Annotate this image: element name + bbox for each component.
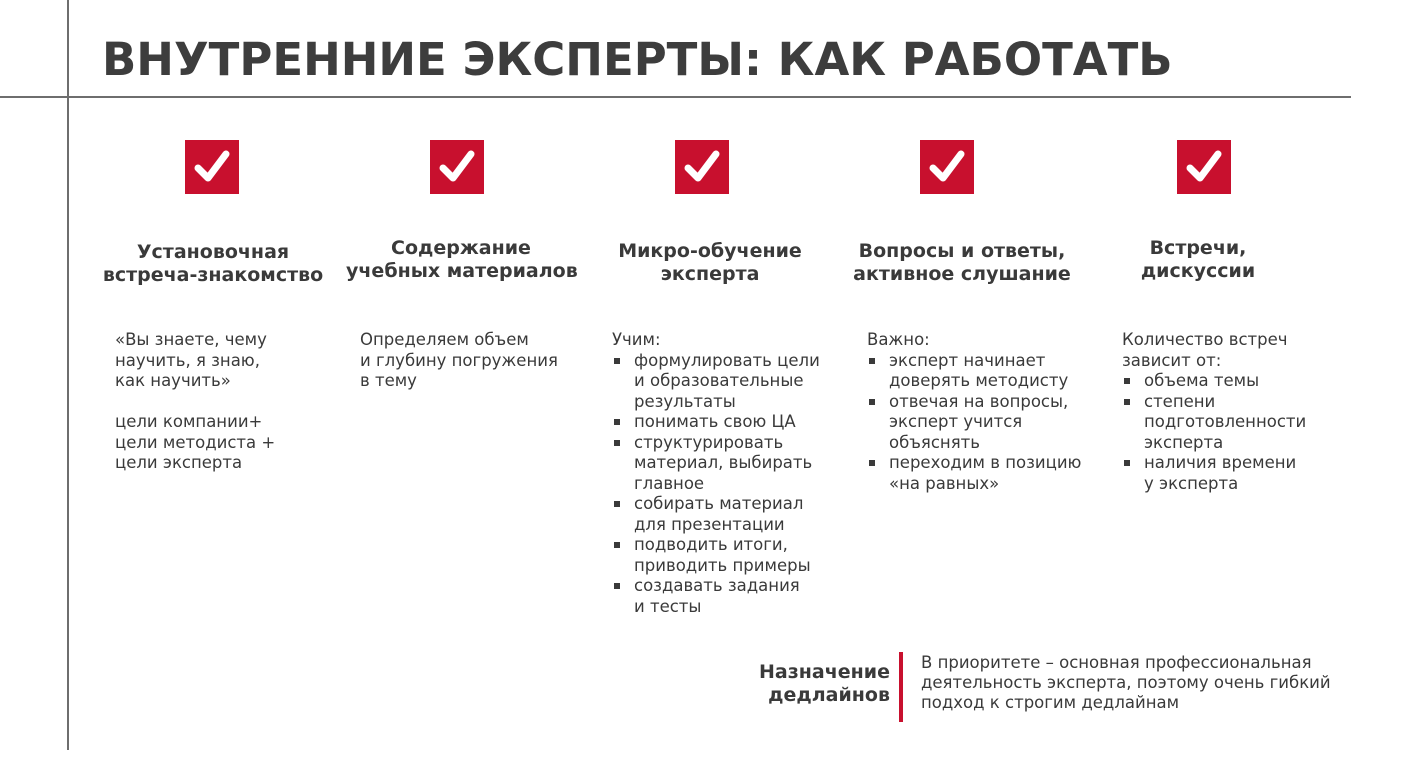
- list-item: эксперт начинает доверять методисту: [867, 351, 1081, 392]
- list-item: подводить итоги, приводить примеры: [612, 535, 820, 576]
- list-item: степени подготовленности эксперта: [1122, 392, 1306, 454]
- bullet-list: [1122, 371, 1306, 494]
- checkmark-icon: [920, 140, 974, 194]
- list-item: структурировать материал, выбирать главное: [612, 433, 820, 495]
- column-body-meetings: Количество встреч зависит от: объема темы степени подготовленности эксперта наличия времени у эксперта: [1122, 330, 1307, 493]
- list-item: наличия времени у эксперта: [1122, 453, 1306, 494]
- list-item: формулировать цели и образовательные результаты: [612, 351, 820, 413]
- bullet-list: [867, 351, 1081, 495]
- bullet-list: [612, 351, 820, 618]
- column-body-intro-meeting: «Вы знаете, чему научить, я знаю, как научить» цели компании+ цели методиста + цели эксперта: [115, 330, 276, 472]
- list-item: переходим в позицию «на равных»: [867, 453, 1081, 494]
- list-item: собирать материал для презентации: [612, 494, 820, 535]
- deadline-label: Назначение дедлайнов: [759, 661, 890, 706]
- column-heading-materials: Содержание учебных материалов: [346, 237, 578, 282]
- column-body-micro-learning: Учим: формулировать цели и образовательные результаты понимать свою ЦА структурировать материал, выбирать главное собирать материал для презентации подводить итоги, приводить примеры создавать задания и тесты: [612, 330, 820, 616]
- checkmark-icon: [675, 140, 729, 194]
- page-title: ВНУТРЕННИЕ ЭКСПЕРТЫ: КАК РАБОТАТЬ: [102, 33, 1173, 86]
- checkmark-icon: [185, 140, 239, 194]
- column-heading-meetings: Встречи, дискуссии: [1140, 237, 1256, 282]
- column-heading-qa: Вопросы и ответы, активное слушание: [853, 240, 1071, 285]
- list-item: создавать задания и тесты: [612, 576, 820, 617]
- column-heading-intro-meeting: Установочная встреча-знакомство: [102, 241, 324, 286]
- list-item: объема темы: [1122, 371, 1306, 392]
- list-item: понимать свою ЦА: [612, 412, 820, 433]
- column-body-materials: Определяем объем и глубину погружения в тему: [360, 330, 558, 390]
- column-heading-micro-learning: Микро-обучение эксперта: [618, 240, 802, 285]
- title-underline: [0, 96, 1351, 98]
- checkmark-icon: [1177, 140, 1231, 194]
- accent-bar: [899, 652, 903, 722]
- checkmark-icon: [430, 140, 484, 194]
- column-body-qa: Важно: эксперт начинает доверять методисту отвечая на вопросы, эксперт учится объяснять переходим в позицию «на равных»: [867, 330, 1082, 493]
- list-item: отвечая на вопросы, эксперт учится объяснять: [867, 392, 1081, 454]
- deadline-description: В приоритете – основная профессиональная деятельность эксперта, поэтому очень гибкий подход к строгим дедлайнам: [921, 653, 1331, 712]
- vertical-divider: [67, 0, 69, 750]
